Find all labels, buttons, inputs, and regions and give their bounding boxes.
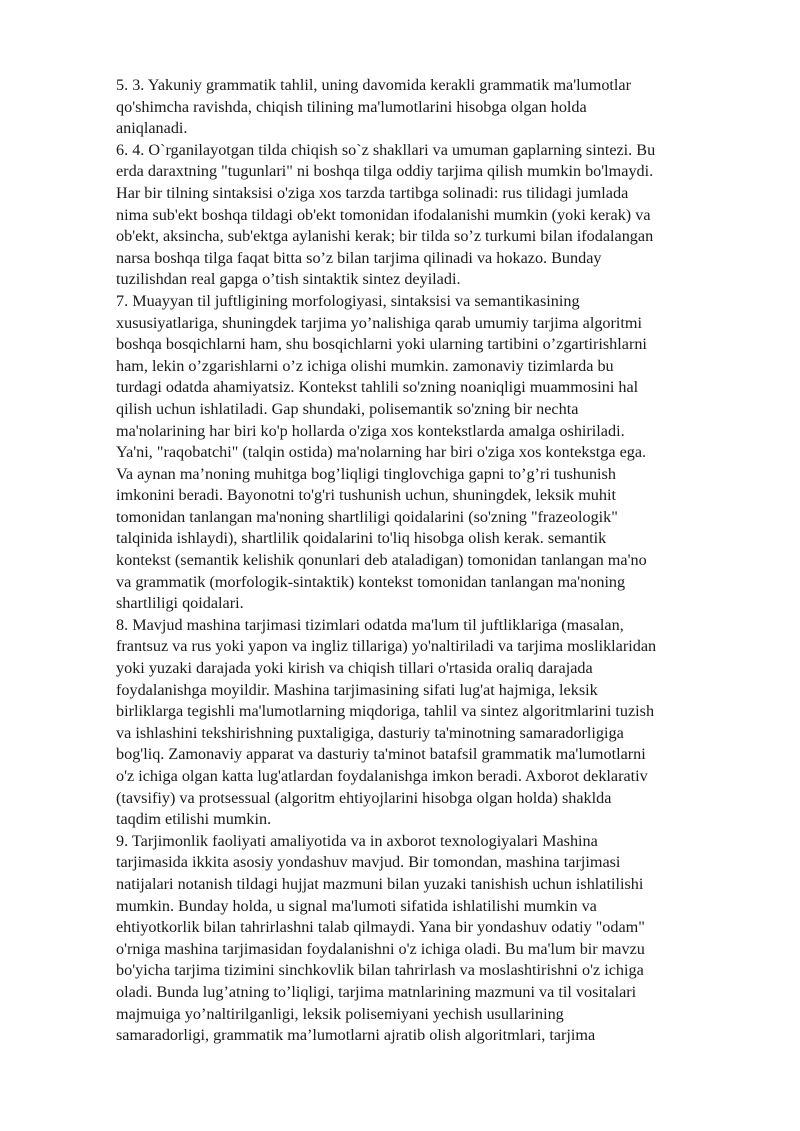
paragraph-8: 8. Mavjud mashina tarjimasi tizimlari odatda ma'lum til juftliklariga (masalan, frantsuz va rus yoki yapon va ingliz tillariga) yo'naltiriladi va tarjima mosliklaridan yoki yuzaki darajada yoki kirish va chiqish tillari o'rtasida oraliq darajada foydalanishga moyildir. Mashina tarjimasining sifati lug'at hajmiga, leksik birliklarga tegishli ma'lumotlarning miqdoriga, tahlil va sintez algoritmlarini tuzish va ishlashini tekshirishning puxtaligiga, dasturiy ta'minotning samaradorligiga bog'liq. Zamonaviy apparat va dasturiy ta'minot batafsil grammatik ma'lumotlarni o'z ichiga olgan katta lug'atlardan foydalanishga imkon beradi. Axborot deklarativ (tavsifiy) va protsessual (algoritm ehtiyojlarini hisobga olgan holda) shaklda taqdim etilishi mumkin.: [116, 615, 657, 829]
paragraph-9: 9. Tarjimonlik faoliyati amaliyotida va in axborot texnologiyalari Mashina tarjimasida ikkita asosiy yondashuv mavjud. Bir tomondan, mashina tarjimasi natijalari notanish tildagi hujjat mazmuni bilan yuzaki tanishish uchun ishlatilishi mumkin. Bunday holda, u signal ma'lumoti sifatida ishlatilishi mumkin va ehtiyotkorlik bilan tahrirlashni talab qilmaydi. Yana bir yondashuv odatiy "odam" o'rniga mashina tarjimasidan foydalanishni o'z ichiga oladi. Bu ma'lum bir mavzu bo'yicha tarjima tizimini sinchkovlik bilan tahrirlash va moslashtirishni o'z ichiga oladi. Bunda lug’atning to’liqligi, tarjima matnlarining mazmuni va til vositalari majmuiga yo’naltirilganligi, leksik polisemiyani yechish usullarining samaradorligi, grammatik ma’lumotlarni ajratib olish algoritmlari, tarjima: [116, 831, 645, 1045]
document-page: [116, 75, 746, 1047]
paragraph-6: 6. 4. O`rganilayotgan tilda chiqish so`z shakllari va umuman gaplarning sintezi. Bu erda daraxtning "tugunlari" ni boshqa tilga oddiy tarjima qilish mumkin bo'lmaydi. Har bir tilning sintaksisi o'ziga xos tarzda tartibga solinadi: rus tilidagi jumlada nima sub'ekt boshqa tildagi ob'ekt tomonidan ifodalanishi mumkin (yoki kerak) va ob'ekt, aksincha, sub'ektga aylanishi kerak; bir tilda so’z turkumi bilan ifodalangan narsa boshqa tilga faqat bitta so’z bilan tarjima qilinadi va hokazo. Bunday tuzilishdan real gapga o’tish sintaktik sintez deyiladi.: [116, 140, 656, 289]
paragraph-5: 5. 3. Yakuniy grammatik tahlil, uning davomida kerakli grammatik ma'lumotlar qo'shimcha ravishda, chiqish tilining ma'lumotlarini hisobga olgan holda aniqlanadi.: [116, 76, 631, 138]
paragraph-7: 7. Muayyan til juftligining morfologiyasi, sintaksisi va semantikasining xususiyatlariga, shuningdek tarjima yo’nalishiga qarab umumiy tarjima algoritmi boshqa bosqichlarni ham, shu bosqichlarni yoki ularning tartibini o’zgartirishlarni ham, lekin o’zgarishlarni o’z ichiga olishi mumkin. zamonaviy tizimlarda bu turdagi odatda ahamiyatsiz. Kontekst tahlili so'zning noaniqligi muammosini hal qilish uchun ishlatiladi. Gap shundaki, polisemantik so'zning bir nechta ma'nolarining har biri ko'p hollarda o'ziga xos kontekstlarda amalga oshiriladi. Ya'ni, "raqobatchi" (talqin ostida) ma'nolarning har biri o'ziga xos kontekstga ega. Va aynan ma’noning muhitga bog’liqligi tinglovchiga gapni to’g’ri tushunish imkonini beradi. Bayonotni to'g'ri tushunish uchun, shuningdek, leksik muhit tomonidan tanlangan ma'noning shartliligi qoidalarini (so'zning "frazeologik" talqinida ishlaydi), shartlilik qoidalarini to'liq hisobga olish kerak. semantik kontekst (semantik kelishik qonunlari deb ataladigan) tomonidan tanlangan ma'no va grammatik (morfologik-sintaktik) kontekst tomonidan tanlangan ma'noning shartliligi qoidalari.: [116, 291, 647, 613]
